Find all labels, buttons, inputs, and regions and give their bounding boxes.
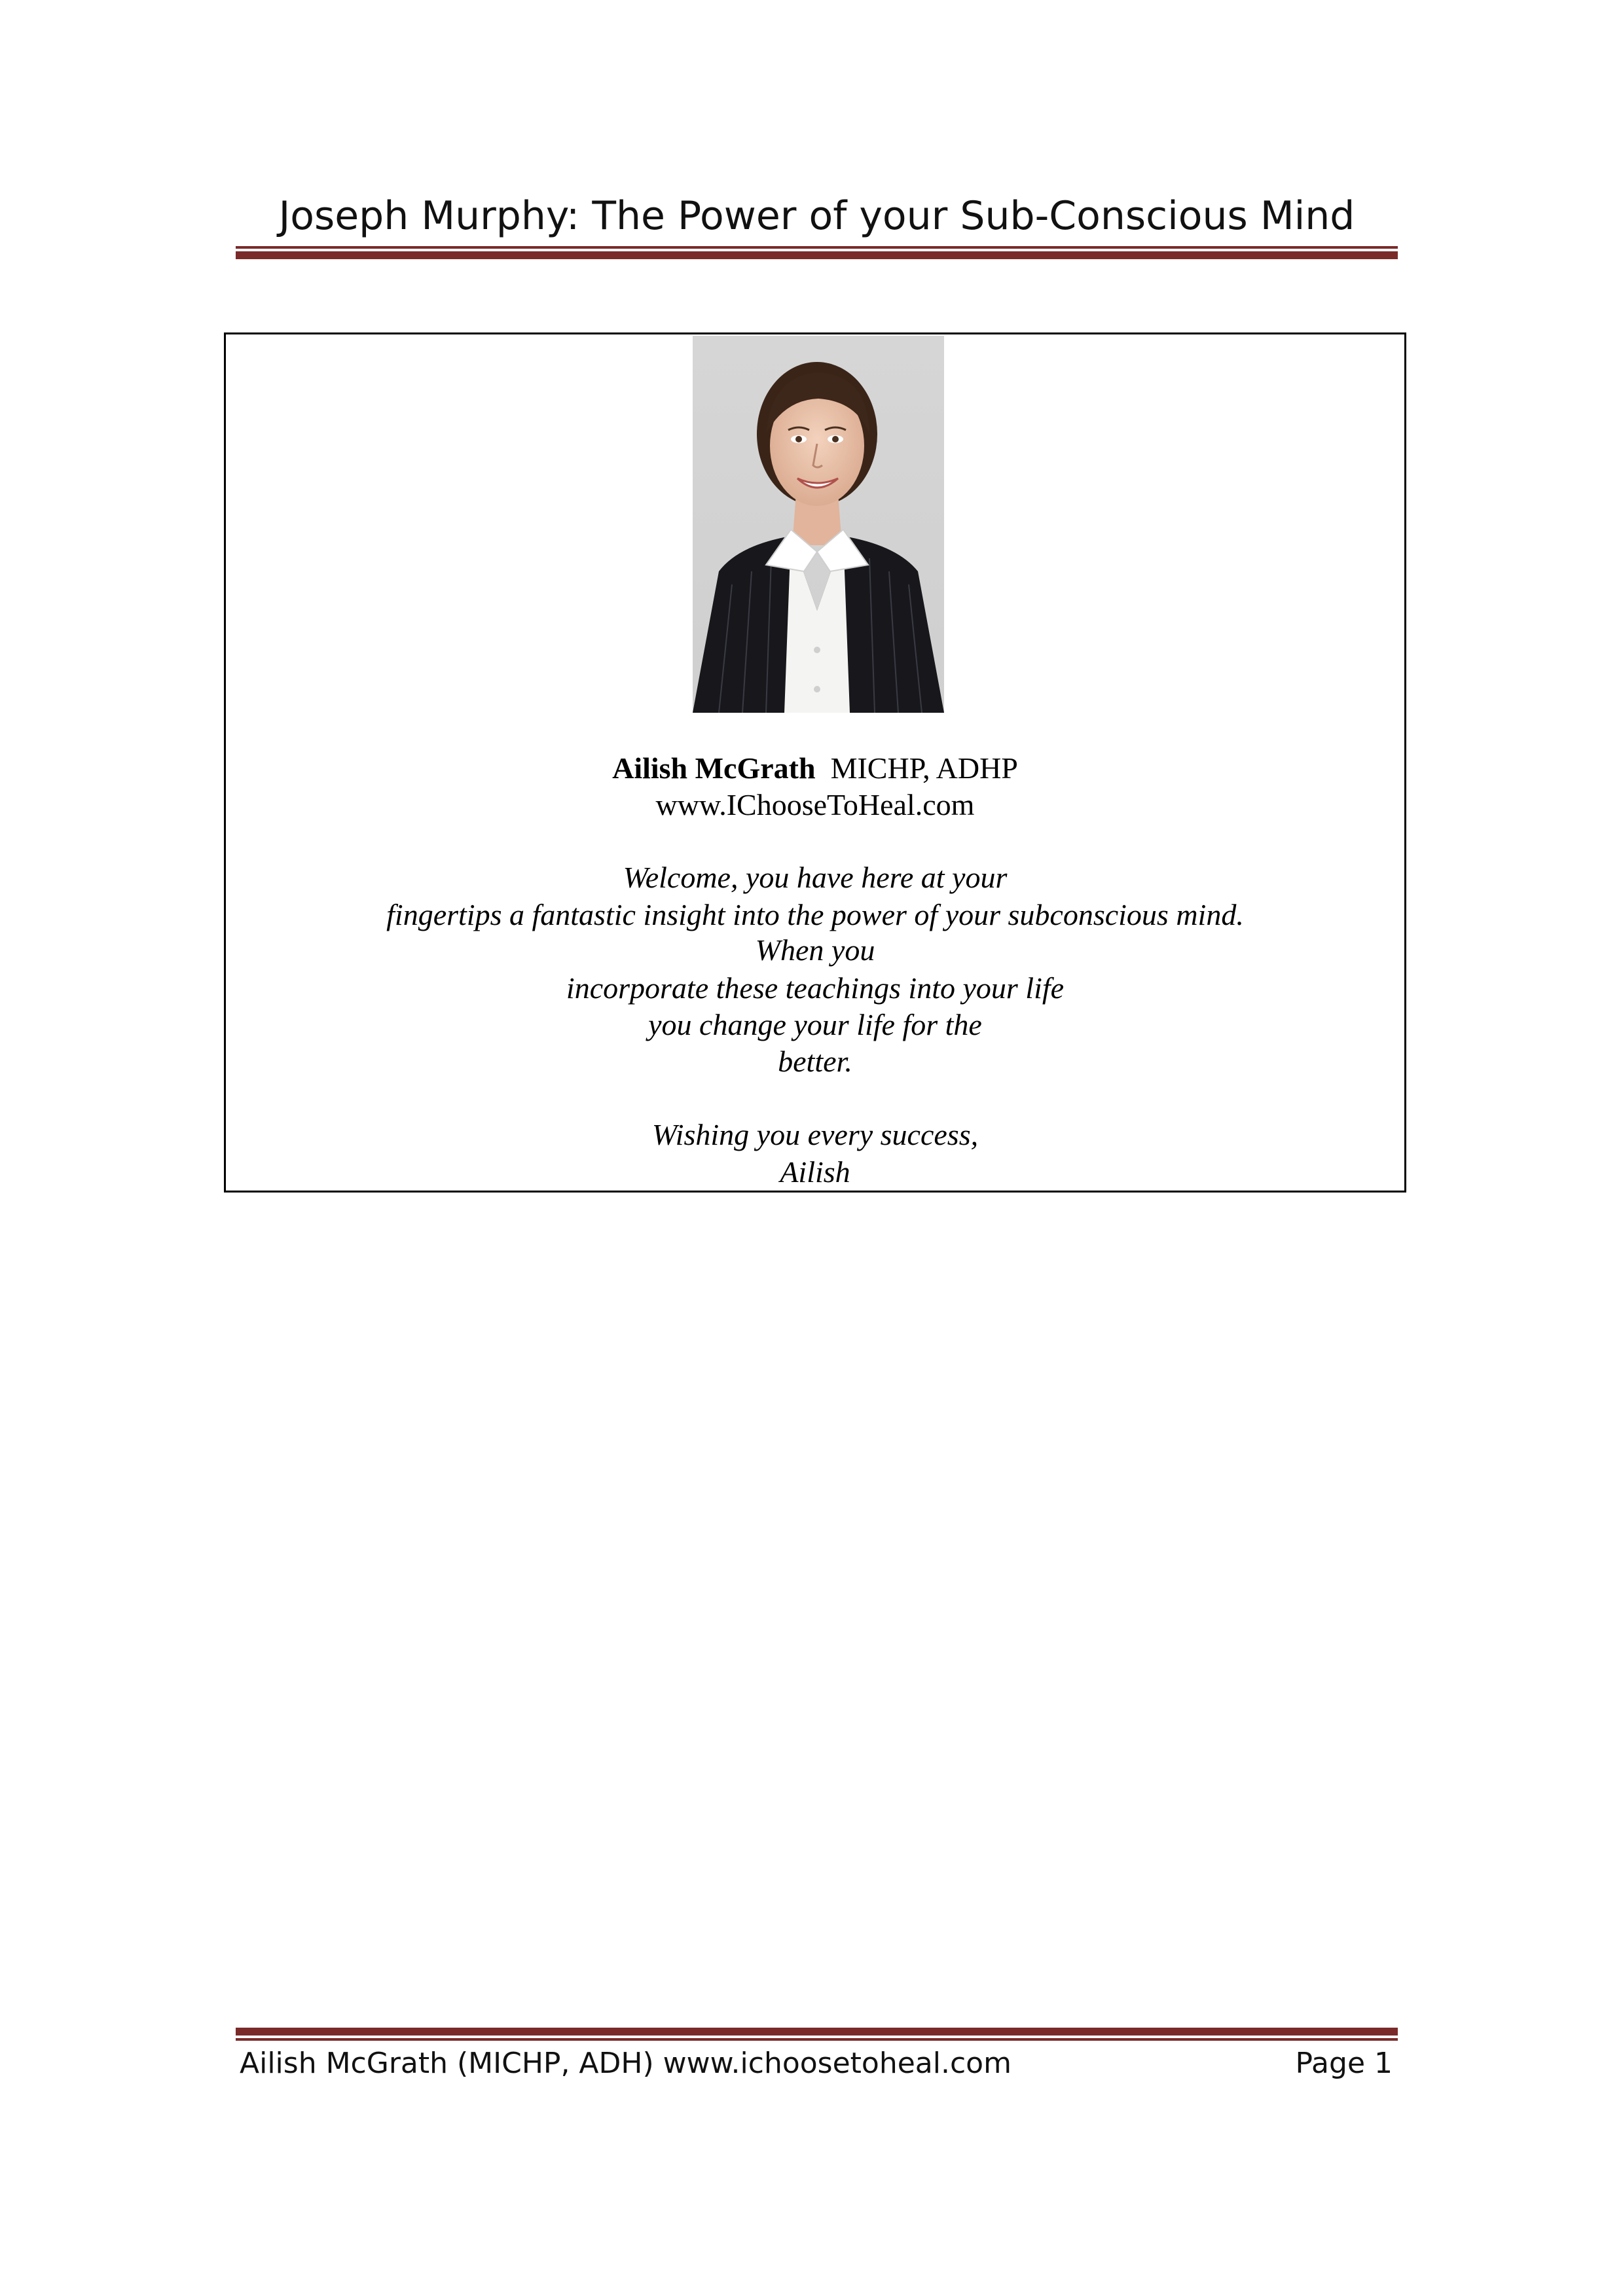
message-line: fingertips a fantastic insight into the power of your subconscious mind. (386, 898, 1244, 931)
page-title: Joseph Murphy: The Power of your Sub-Conscious Mind (278, 193, 1355, 239)
author-website: www.IChooseToHeal.com (655, 788, 975, 821)
message-line: Welcome, you have here at your (623, 861, 1008, 894)
closing-line: Wishing you every success, (651, 1118, 979, 1151)
footer-author: Ailish McGrath (MICHP, ADH) www.ichoosetoheal.com (240, 2047, 1012, 2080)
page-number: Page 1 (1295, 2047, 1393, 2080)
message-line: better. (778, 1045, 852, 1078)
author-line (224, 750, 1406, 787)
header-rule-thin (236, 246, 1398, 249)
author-name: Ailish McGrath (612, 751, 816, 785)
message-line: you change your life for the (648, 1008, 982, 1041)
header-rule-thick (236, 251, 1398, 259)
footer-rule-thick (236, 2028, 1398, 2036)
message-line: When you (755, 933, 875, 967)
author-credentials: MICHP, ADHP (830, 751, 1018, 785)
message-line: incorporate these teachings into your life (566, 971, 1065, 1005)
signature: Ailish (780, 1155, 850, 1189)
portrait-photo (693, 336, 944, 713)
